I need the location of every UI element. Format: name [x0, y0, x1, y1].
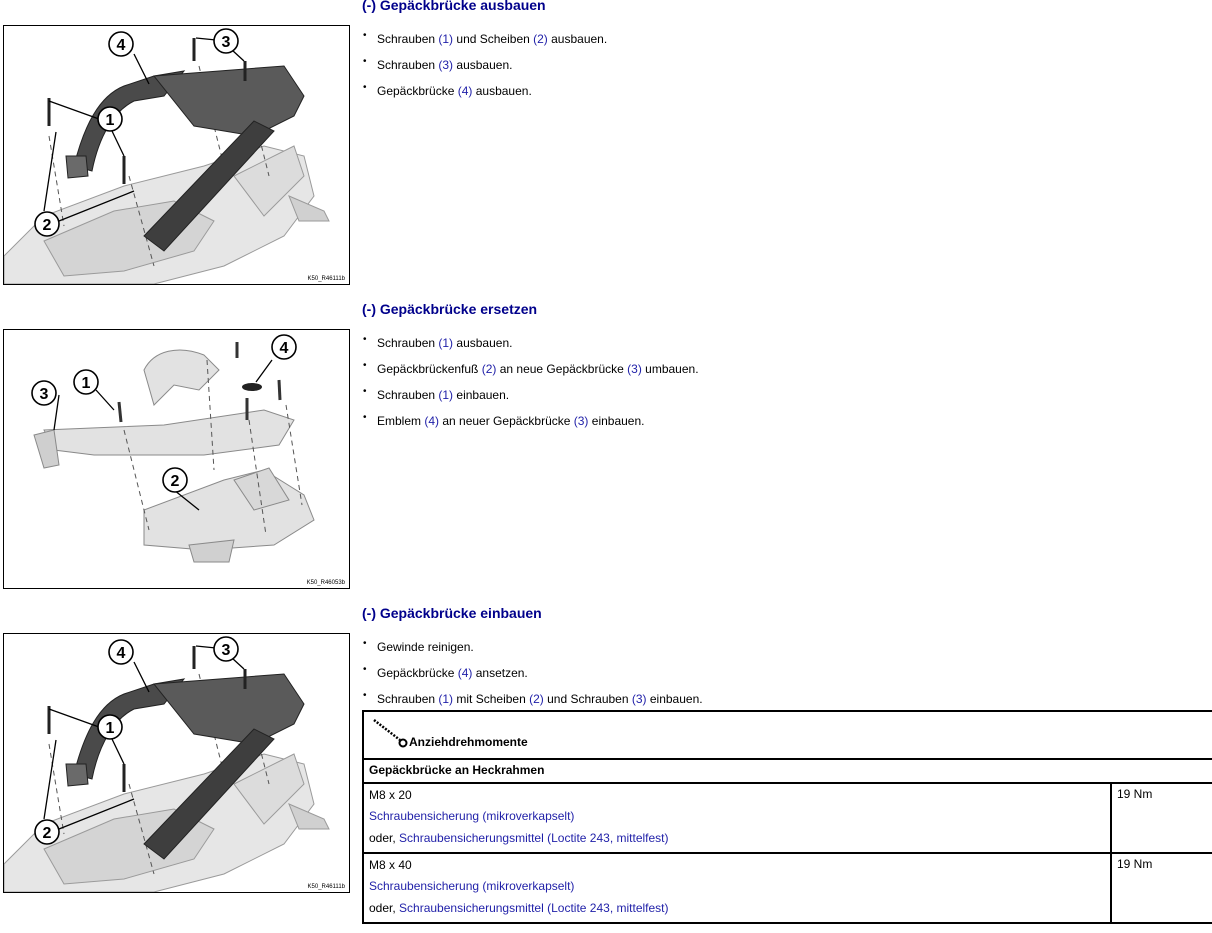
- step-item: • Schrauben (1) und Scheiben (2) ausbauen.: [362, 30, 607, 56]
- reference-link[interactable]: (1): [438, 32, 454, 46]
- section-title-ersetzen: (-) Gepäckbrücke ersetzen: [362, 301, 538, 317]
- section-title-ausbauen: (-) Gepäckbrücke ausbauen: [362, 0, 546, 13]
- reference-link[interactable]: (2): [533, 32, 548, 46]
- step-item: • Gepäckbrücke (4) ausbauen.: [362, 82, 607, 108]
- rack-removal-illustration: [4, 26, 349, 284]
- bolt-size: M8 x 20: [369, 788, 412, 802]
- threadlock-link[interactable]: Schraubensicherung (mikroverkapselt): [369, 879, 575, 893]
- torque-subheader: Gepäckbrücke an Heckrahmen: [363, 759, 1212, 783]
- reference-link[interactable]: (2): [529, 692, 544, 706]
- torque-value: 19 Nm: [1111, 783, 1212, 853]
- callout-3: 3: [221, 642, 231, 659]
- table-row: [363, 853, 1212, 923]
- callout-2: 2: [42, 825, 52, 842]
- figure-gepaeckbruecke-einbauen: [3, 633, 350, 893]
- torque-subheader-row: [363, 759, 1212, 783]
- section-title-einbauen: (-) Gepäckbrücke einbauen: [362, 605, 542, 621]
- reference-link[interactable]: (4): [424, 414, 440, 428]
- step-item: • Gepäckbrückenfuß (2) an neue Gepäckbrücke (3) umbauen.: [362, 360, 699, 386]
- reference-link[interactable]: (3): [438, 58, 454, 72]
- step-item: • Gewinde reinigen.: [362, 638, 703, 664]
- torque-value: 19 Nm: [1111, 853, 1212, 923]
- torque-wrench-icon: [372, 718, 408, 748]
- torque-header-row: [363, 711, 1212, 759]
- alternative-prefix: oder,: [369, 831, 400, 845]
- step-item: • Gepäckbrücke (4) ansetzen.: [362, 664, 703, 690]
- figure-gepaeckbruecke-ausbauen: [3, 25, 350, 285]
- step-item: • Emblem (4) an neuer Gepäckbrücke (3) einbauen.: [362, 412, 699, 438]
- reference-link[interactable]: (2): [481, 362, 497, 376]
- table-row: [363, 783, 1212, 853]
- rack-replacement-illustration: [4, 330, 349, 588]
- step-item: • Schrauben (3) ausbauen.: [362, 56, 607, 82]
- alternative-prefix: oder,: [369, 901, 400, 915]
- threadlock-agent-link[interactable]: Schraubensicherungsmittel (Loctite 243, mittelfest): [399, 901, 669, 915]
- reference-link[interactable]: (1): [438, 336, 454, 350]
- callout-1: 1: [105, 720, 115, 737]
- step-item: • Schrauben (1) einbauen.: [362, 386, 699, 412]
- figure-code: K50_R46053b: [306, 580, 345, 586]
- callout-2: 2: [42, 217, 52, 234]
- threadlock-agent-link[interactable]: Schraubensicherungsmittel (Loctite 243, mittelfest): [399, 831, 669, 845]
- step-item: • Schrauben (1) ausbauen.: [362, 334, 699, 360]
- rack-installation-illustration: [4, 634, 349, 892]
- torque-table: [362, 710, 1212, 924]
- threadlock-link[interactable]: Schraubensicherung (mikroverkapselt): [369, 809, 575, 823]
- reference-link[interactable]: (1): [438, 692, 454, 706]
- callout-4: 4: [116, 645, 126, 662]
- steps-ersetzen: [362, 334, 699, 438]
- callout-4: 4: [279, 340, 289, 357]
- steps-ausbauen: [362, 30, 607, 108]
- reference-link[interactable]: (3): [573, 414, 589, 428]
- reference-link[interactable]: (3): [627, 362, 642, 376]
- step-item: • Schrauben (1) mit Scheiben (2) und Schrauben (3) einbauen.: [362, 690, 703, 716]
- callout-2: 2: [170, 473, 180, 490]
- callout-1: 1: [105, 112, 115, 129]
- steps-einbauen: [362, 638, 703, 716]
- reference-link[interactable]: (4): [457, 84, 473, 98]
- callout-1: 1: [81, 375, 91, 392]
- reference-link[interactable]: (3): [631, 692, 647, 706]
- figure-code: K50_R46111b: [307, 276, 345, 282]
- reference-link[interactable]: (1): [438, 388, 454, 402]
- callout-4: 4: [116, 37, 126, 54]
- figure-gepaeckbruecke-ersetzen: [3, 329, 350, 589]
- callout-3: 3: [221, 34, 231, 51]
- callout-3: 3: [39, 386, 49, 403]
- torque-header: Anziehdrehmomente: [409, 735, 528, 749]
- reference-link[interactable]: (4): [457, 666, 473, 680]
- bolt-size: M8 x 40: [369, 858, 412, 872]
- figure-code: K50_R46111b: [307, 884, 345, 890]
